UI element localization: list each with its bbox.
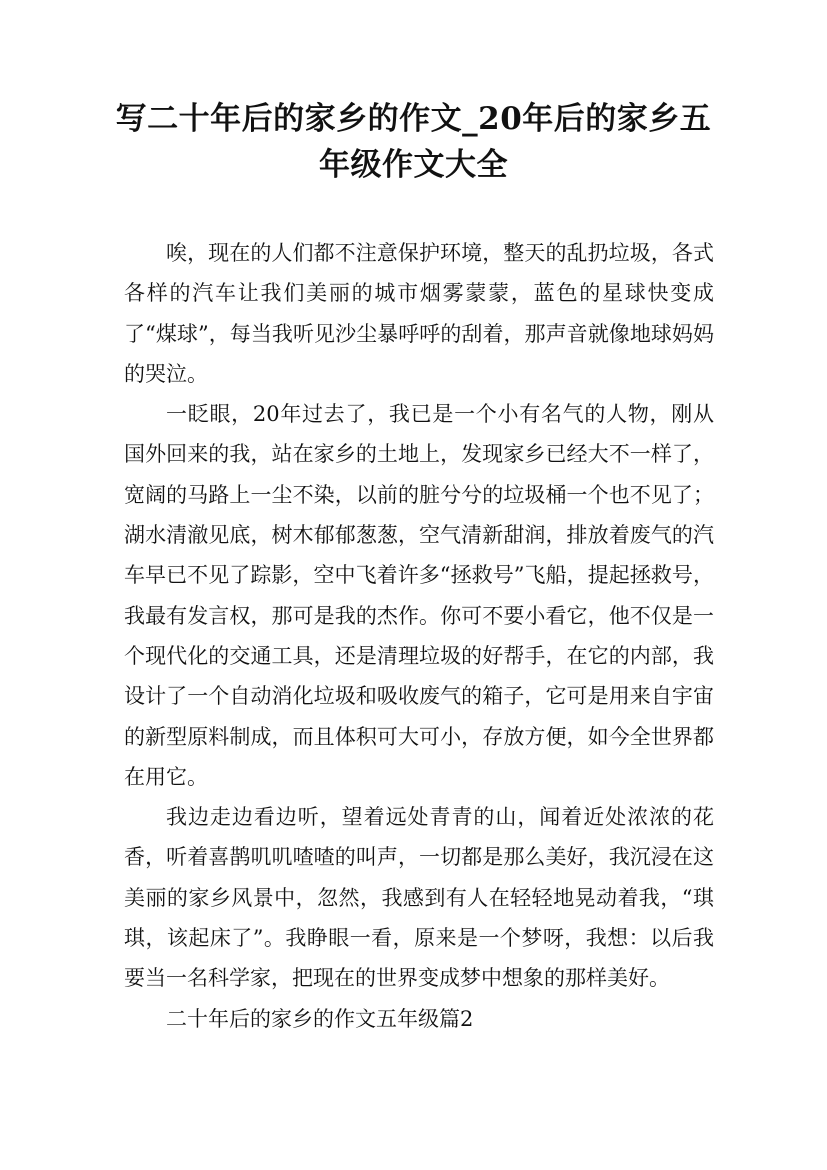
section-heading-2: 二十年后的家乡的作文五年级篇2 — [166, 1006, 474, 1031]
paragraph-1: 唉，现在的人们都不注意保护环境，整天的乱扔垃圾，各式各样的汽车让我们美丽的城市烟雾蒙蒙，蓝色的星球快变成了“煤球”，每当我听见沙尘暴呼呼的刮着，那声音就像地球妈妈的哭泣。 — [124, 241, 714, 386]
document-title: 写二十年后的家乡的作文_20年后的家乡五年级作文大全 — [115, 101, 712, 183]
document-body — [124, 233, 714, 1039]
paragraph-3: 我边走边看边听，望着远处青青的山，闻着近处浓浓的花香，听着喜鹊叽叽喳喳的叫声，一切都是那么美好，我沉浸在这美丽的家乡风景中，忽然，我感到有人在轻轻地晃动着我，“琪琪，该起床了”。我睁眼一看，原来是一个梦呀，我想：以后我要当一名科学家，把现在的世界变成梦中想象的那样美好。 — [124, 805, 714, 991]
paragraph-2: 一眨眼，20年过去了，我已是一个小有名气的人物，刚从国外回来的我，站在家乡的土地上，发现家乡已经大不一样了，宽阔的马路上一尘不染，以前的脏兮兮的垃圾桶一个也不见了；湖水清澈见底，树木郁郁葱葱，空气清新甜润，排放着废气的汽车早已不见了踪影，空中飞着许多“拯救号”飞船，提起拯救号，我最有发言权，那可是我的杰作。你可不要小看它，他不仅是一个现代化的交通工具，还是清理垃圾的好帮手，在它的内部，我设计了一个自动消化垃圾和吸收废气的箱子，它可是用来自宇宙的新型原料制成，而且体积可大可小，存放方便，如今全世界都在用它。 — [124, 402, 714, 789]
